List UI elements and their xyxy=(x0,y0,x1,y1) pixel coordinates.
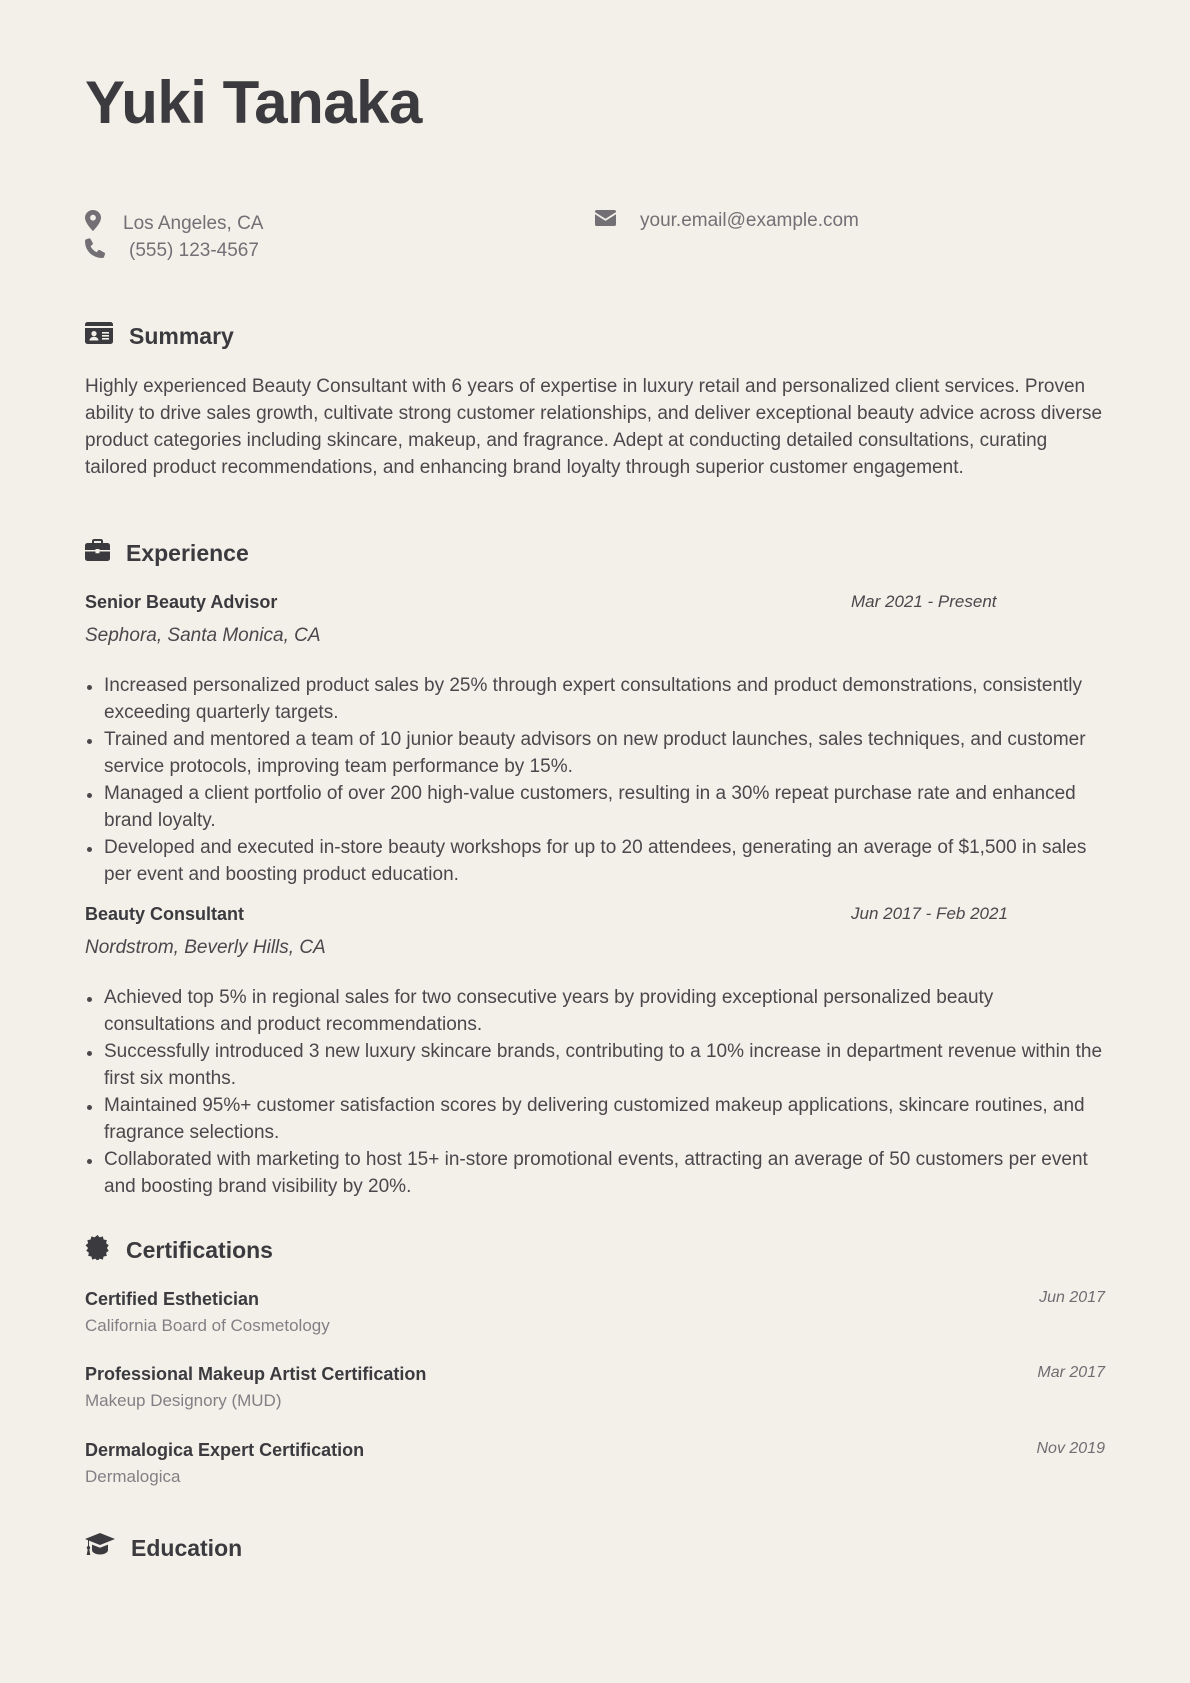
phone-icon xyxy=(85,238,105,264)
certification-name: Professional Makeup Artist Certification xyxy=(85,1364,427,1384)
certification-org: Makeup Designory (MUD) xyxy=(85,1391,282,1410)
id-card-icon xyxy=(85,322,113,350)
job-bullet: Trained and mentored a team of 10 junior beauty advisors on new product launches, sales techniques, and customer service protocols, improving team performance by 15%. xyxy=(85,726,1105,780)
job-bullet: Managed a client portfolio of over 200 high-value customers, resulting in a 30% repeat purchase rate and enhanced brand loyalty. xyxy=(85,780,1105,834)
certification-date: Jun 2017 xyxy=(1039,1289,1105,1306)
certification-org: California Board of Cosmetology xyxy=(85,1316,330,1335)
certification-name: Certified Esthetician xyxy=(85,1289,260,1309)
contact-email xyxy=(595,210,859,232)
phone-text[interactable]: (555) 123-4567 xyxy=(129,240,259,261)
certification-date: Nov 2019 xyxy=(1036,1440,1105,1457)
graduation-cap-icon xyxy=(85,1533,115,1563)
email-text[interactable]: your.email@example.com xyxy=(640,210,859,231)
job-bullet: Maintained 95%+ customer satisfaction scores by delivering customized makeup applications, skincare routines, and fragrance selections. xyxy=(85,1092,1105,1146)
job-title: Beauty Consultant xyxy=(85,904,245,924)
job-bullet: Achieved top 5% in regional sales for two consecutive years by providing exceptional personalized beauty consultations and product recommendations. xyxy=(85,984,1105,1038)
job-dates: Jun 2017 - Feb 2021 xyxy=(851,904,1008,923)
certification-name: Dermalogica Expert Certification xyxy=(85,1440,365,1460)
job-bullet: Collaborated with marketing to host 15+ in-store promotional events, attracting an average of 50 customers per event and boosting brand visibility by 20%. xyxy=(85,1146,1105,1200)
section-header-summary xyxy=(85,322,234,350)
job-entry xyxy=(85,904,1105,1204)
candidate-name: Yuki Tanaka xyxy=(85,69,422,136)
section-title: Education xyxy=(131,1534,243,1561)
map-marker-icon xyxy=(85,210,101,237)
certification-org: Dermalogica xyxy=(85,1467,181,1486)
certification-entry xyxy=(85,1440,1105,1490)
job-bullets xyxy=(85,672,1105,888)
section-title: Certifications xyxy=(126,1237,273,1263)
contact-phone xyxy=(85,238,259,264)
section-header-certifications xyxy=(85,1235,273,1266)
job-title: Senior Beauty Advisor xyxy=(85,592,278,612)
job-company: Nordstrom, Beverly Hills, CA xyxy=(85,937,326,958)
section-title: Summary xyxy=(129,322,234,349)
section-title: Experience xyxy=(126,539,249,566)
job-bullet: Successfully introduced 3 new luxury skincare brands, contributing to a 10% increase in department revenue within the first six months. xyxy=(85,1038,1105,1092)
certification-date: Mar 2017 xyxy=(1037,1364,1105,1381)
job-entry xyxy=(85,592,1105,892)
certification-entry xyxy=(85,1364,1105,1414)
section-header-experience xyxy=(85,539,249,567)
location-text: Los Angeles, CA xyxy=(123,212,264,234)
certification-entry xyxy=(85,1289,1105,1339)
envelope-icon xyxy=(595,210,616,232)
job-dates: Mar 2021 - Present xyxy=(851,592,997,611)
section-header-education xyxy=(85,1533,242,1563)
job-bullet: Increased personalized product sales by 25% through expert consultations and product demonstrations, consistently exceeding quarterly targets. xyxy=(85,672,1105,726)
certificate-badge-icon xyxy=(85,1235,110,1266)
job-bullet: Developed and executed in-store beauty workshops for up to 20 attendees, generating an average of $1,500 in sales per event and boosting product education. xyxy=(85,834,1105,888)
briefcase-icon xyxy=(85,539,110,567)
contact-location xyxy=(85,210,263,237)
job-bullets xyxy=(85,984,1105,1200)
summary-text: Highly experienced Beauty Consultant with 6 years of expertise in luxury retail and personalized client services. Proven ability to drive sales growth, cultivate strong customer relationships, and deliver exceptional beauty advice across diverse product categories including skincare, makeup, and fragrance. Adept at conducting detailed consultations, curating tailored product recommendations, and enhancing brand loyalty through superior customer engagement. xyxy=(85,376,1103,478)
job-company: Sephora, Santa Monica, CA xyxy=(85,625,321,646)
